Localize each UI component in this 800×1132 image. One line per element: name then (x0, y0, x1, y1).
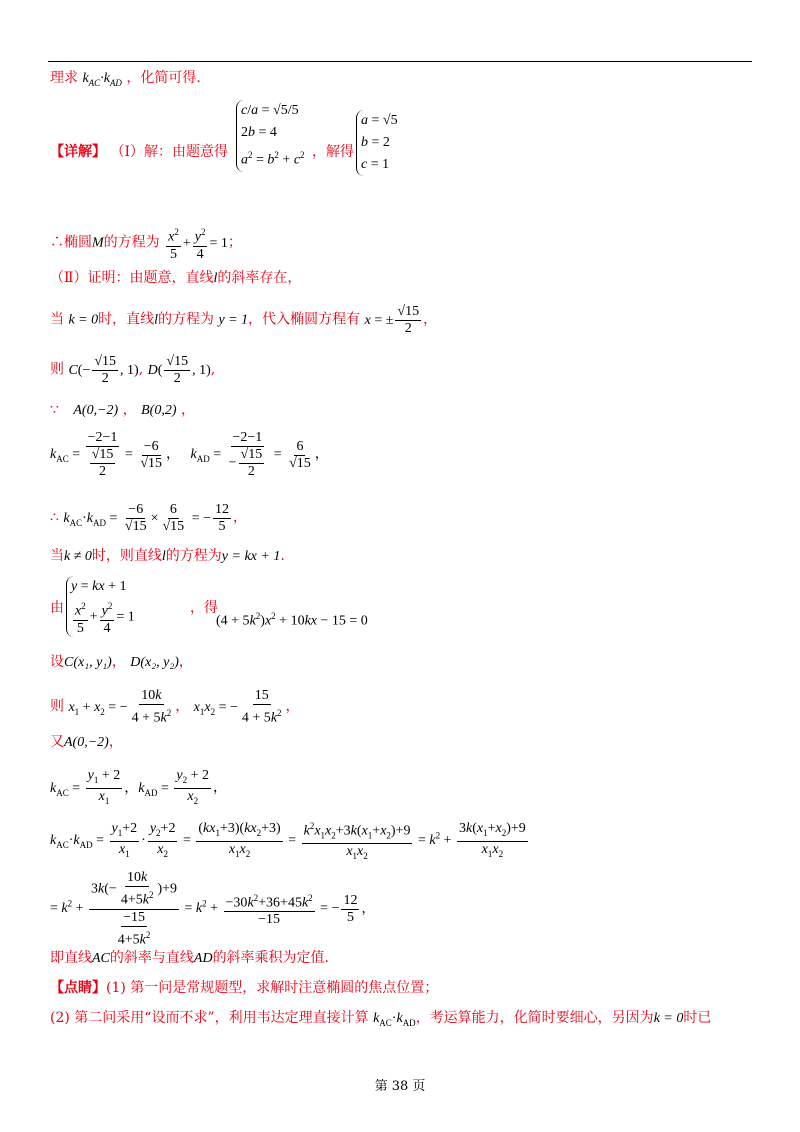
because-B: B(0,2) (141, 403, 177, 418)
quadratic-eq: $(4 + 5k^2)x^2 + 10kx - 15 = 0$ (216, 611, 368, 629)
k-general: $k_{AC}$ = $\frac{y_1 + 2}{x_1}$ ，$k_{AD}$ = $\frac{y_2 + 2}{x_2}$ (50, 768, 210, 806)
k0-line (50, 304, 437, 337)
then-pre: 则 (50, 361, 64, 378)
comment-2e: 时已 (683, 1010, 712, 1026)
kne0-eq: y = kx + 1 (221, 549, 281, 564)
header-rule (48, 61, 752, 62)
comment-2b: $k_{AC}\cdot k_{AD}$ (373, 1011, 416, 1028)
when-mid3: ，代入椭圆方程有 (248, 311, 361, 328)
when-end: ， (423, 311, 438, 328)
sys-pre: 由 (50, 600, 64, 616)
condition-system: c/a = √5/5 2b = 4 $a^2 = b^2 + c^2$ (236, 100, 305, 172)
concl-AC: AC (92, 951, 110, 966)
vieta-line: 则 $x_1 + x_2$ = − $\frac{10k}{4 + 5k^2}$ ， $x_1x_2$ = − $\frac{15}{4 + 5k^2}$ ， (50, 688, 300, 726)
intro-text: 理求 (50, 70, 78, 86)
kne0-pre: 当 (50, 548, 64, 564)
comment-2a: (2) 第二问采用“设而不求”，利用韦达定理直接计算 (50, 1010, 369, 1026)
vieta-sum: $x_1 + x_2$ = − $\frac{10k}{4 + 5k^2}$ (68, 688, 172, 726)
vieta-pre: 则 (50, 698, 64, 715)
detail-tag: 【详解】 (50, 144, 106, 160)
kad-expr: $k_{AD}$ = −2−1 − $\frac{√15}{2}$ = $\frac{6}{√15}$ (190, 430, 311, 479)
k-final: = $k^2$ + 3k(− $\frac{10k}{4+5k^2}$ )+9 $\frac{-15}{4+5k^2}$ = $k^2$ + $\frac{-30k^2+36+45k^2}{-15}$ = − $\frac{12}{5}$ (50, 870, 358, 948)
comment-2c: ，考运算能力，化简时要细心，另因为 (415, 1010, 654, 1026)
when-l: l (154, 312, 159, 328)
kne0-mid: 时，则直线 (91, 548, 162, 564)
k-final-line: = $k^2$ + 3k(− $\frac{10k}{4+5k^2}$ )+9 $\frac{-15}{4+5k^2}$ = $k^2$ + $\frac{-30k^2+36+45k^2}{-15}$ = − $\frac{12}{5}$ ， (50, 870, 375, 948)
vieta-prod: $x_1x_2$ = − $\frac{15}{4 + 5k^2}$ (193, 688, 282, 726)
part2-line (50, 268, 301, 289)
because-A: A(0,−2) (73, 403, 119, 418)
part2-l: l (213, 271, 218, 286)
concl-AD: AD (193, 951, 213, 966)
kne0-l: l (161, 549, 166, 564)
part2-end: 的斜率存在， (217, 270, 302, 286)
point-D: D( $\frac{√15}{2}$ , 1) (147, 354, 211, 386)
ellipse-end: ； (227, 234, 242, 251)
ellipse-pre: ∴椭圆 (50, 234, 92, 251)
intro-expr: $k_{AC}\cdot k_{AD}$ (82, 71, 122, 88)
comment-1: (1) 第一问是常规题型，求解时注意椭圆的焦点位置； (106, 980, 439, 996)
ellipse-line (50, 224, 242, 263)
intro-line (50, 68, 201, 93)
slopes-line: $k_{AC}$ = $\frac{-2-1}{\frac{√15}{2}}$ = $\frac{-6}{√15}$ ， $k_{AD}$ = −2−1 − $\frac{√15}{2}$ = $\frac{6}{√15}$ ， (50, 430, 329, 479)
because-line: ∵ A(0,−2) ， B(0,2) ， (50, 402, 195, 418)
let-D: D(x₂, y₂) (130, 655, 179, 670)
when-mid2: 的方程为 (158, 311, 215, 328)
prod-pre: ∴ (50, 509, 59, 526)
ellipse-M: M (92, 235, 104, 251)
comment-line-2 (50, 1008, 711, 1033)
kac-expr: $k_{AC}$ = $\frac{-2-1}{\frac{√15}{2}}$ = $\frac{-6}{√15}$ (50, 430, 163, 479)
comment-2d: k = 0 (653, 1011, 684, 1026)
kne0-k: k ≠ 0 (64, 549, 92, 564)
comment-line-1 (50, 978, 438, 998)
point-C: C(− $\frac{√15}{2}$ , 1) (68, 354, 139, 386)
line-ellipse-system: y = kx + 1 $\frac{x^2}{5}$ + $\frac{y^2}{4}$ = 1 (66, 576, 135, 637)
page-number: 第 38 页 (374, 1079, 426, 1094)
let-C: C(x₁, y₁) (64, 655, 112, 670)
when-mid: 时，直线 (98, 311, 155, 328)
when-k0: k = 0 (68, 312, 99, 328)
ellipse-mid: 的方程为 (103, 234, 160, 251)
solution-system: a = √5 b = 2 c = 1 (356, 110, 398, 176)
k-product-line (50, 818, 530, 864)
intro-end: ，化简可得. (126, 70, 201, 86)
when-x: x = ± $\frac{√15}{2}$ (364, 304, 420, 336)
let-line: 设C(x₁, y₁)， D(x₂, y₂)， (50, 654, 193, 670)
product-line: ∴ $k_{AC}\cdot k_{AD}$ = $\frac{-6}{√15}$ × $\frac{6}{√15}$ = − $\frac{12}{5}$ ， (50, 502, 247, 534)
again-line: 又A(0,−2)， (50, 734, 123, 750)
again-A: A(0,−2) (64, 735, 109, 750)
comment-tag: 【点睛】 (50, 980, 106, 996)
solve-text: ，解得 (312, 144, 354, 160)
points-CD-line: 则 C(− $\frac{√15}{2}$ , 1), D( $\frac{√15}{2}$ , 1), (50, 354, 216, 386)
part2-text: （Ⅱ）证明：由题意，直线 (50, 270, 214, 286)
kne0-line: 当k ≠ 0时，则直线l的方程为y = kx + 1. (50, 548, 285, 564)
k-general-line: $k_{AC}$ = $\frac{y_1 + 2}{x_1}$ ，$k_{AD}$ = $\frac{y_2 + 2}{x_2}$ ， (50, 768, 228, 806)
when-y1: y = 1 (218, 312, 249, 328)
kne0-mid2: 的方程为 (165, 548, 222, 564)
because-sym: ∵ (50, 402, 59, 418)
detail-part: （Ⅰ）解：由题意得 (110, 144, 228, 160)
concl-mid: 的斜率与直线 (109, 950, 194, 966)
concl-end: 的斜率乘积为定值. (212, 950, 330, 966)
concl-pre: 即直线 (50, 950, 92, 966)
let-pre: 设 (50, 654, 64, 670)
k-product: $k_{AC}\cdot k_{AD}$ = $\frac{y_1+2}{x_1}$ · $\frac{y_2+2}{x_2}$ = $\frac{(kx_1+3)(kx_2+3)}{x_1x_2}$ = $\frac{k^2x_1x_2+3k(x_1+x_2)+9}{x_1x_2}$ = $k^2$ + $\frac{3k(x_1+x_2)+9}{x_1x_2}$ (50, 833, 530, 848)
conclusion-line (50, 948, 329, 969)
sys-mid: ，得 (190, 600, 218, 616)
again-pre: 又 (50, 734, 64, 750)
prod-expr: $k_{AC}\cdot k_{AD}$ = $\frac{-6}{√15}$ × $\frac{6}{√15}$ = − $\frac{12}{5}$ (63, 502, 229, 534)
when-pre: 当 (50, 311, 64, 328)
ellipse-eq: $\frac{x^2}{5}$ + $\frac{y^2}{4}$ = 1 (164, 236, 228, 251)
